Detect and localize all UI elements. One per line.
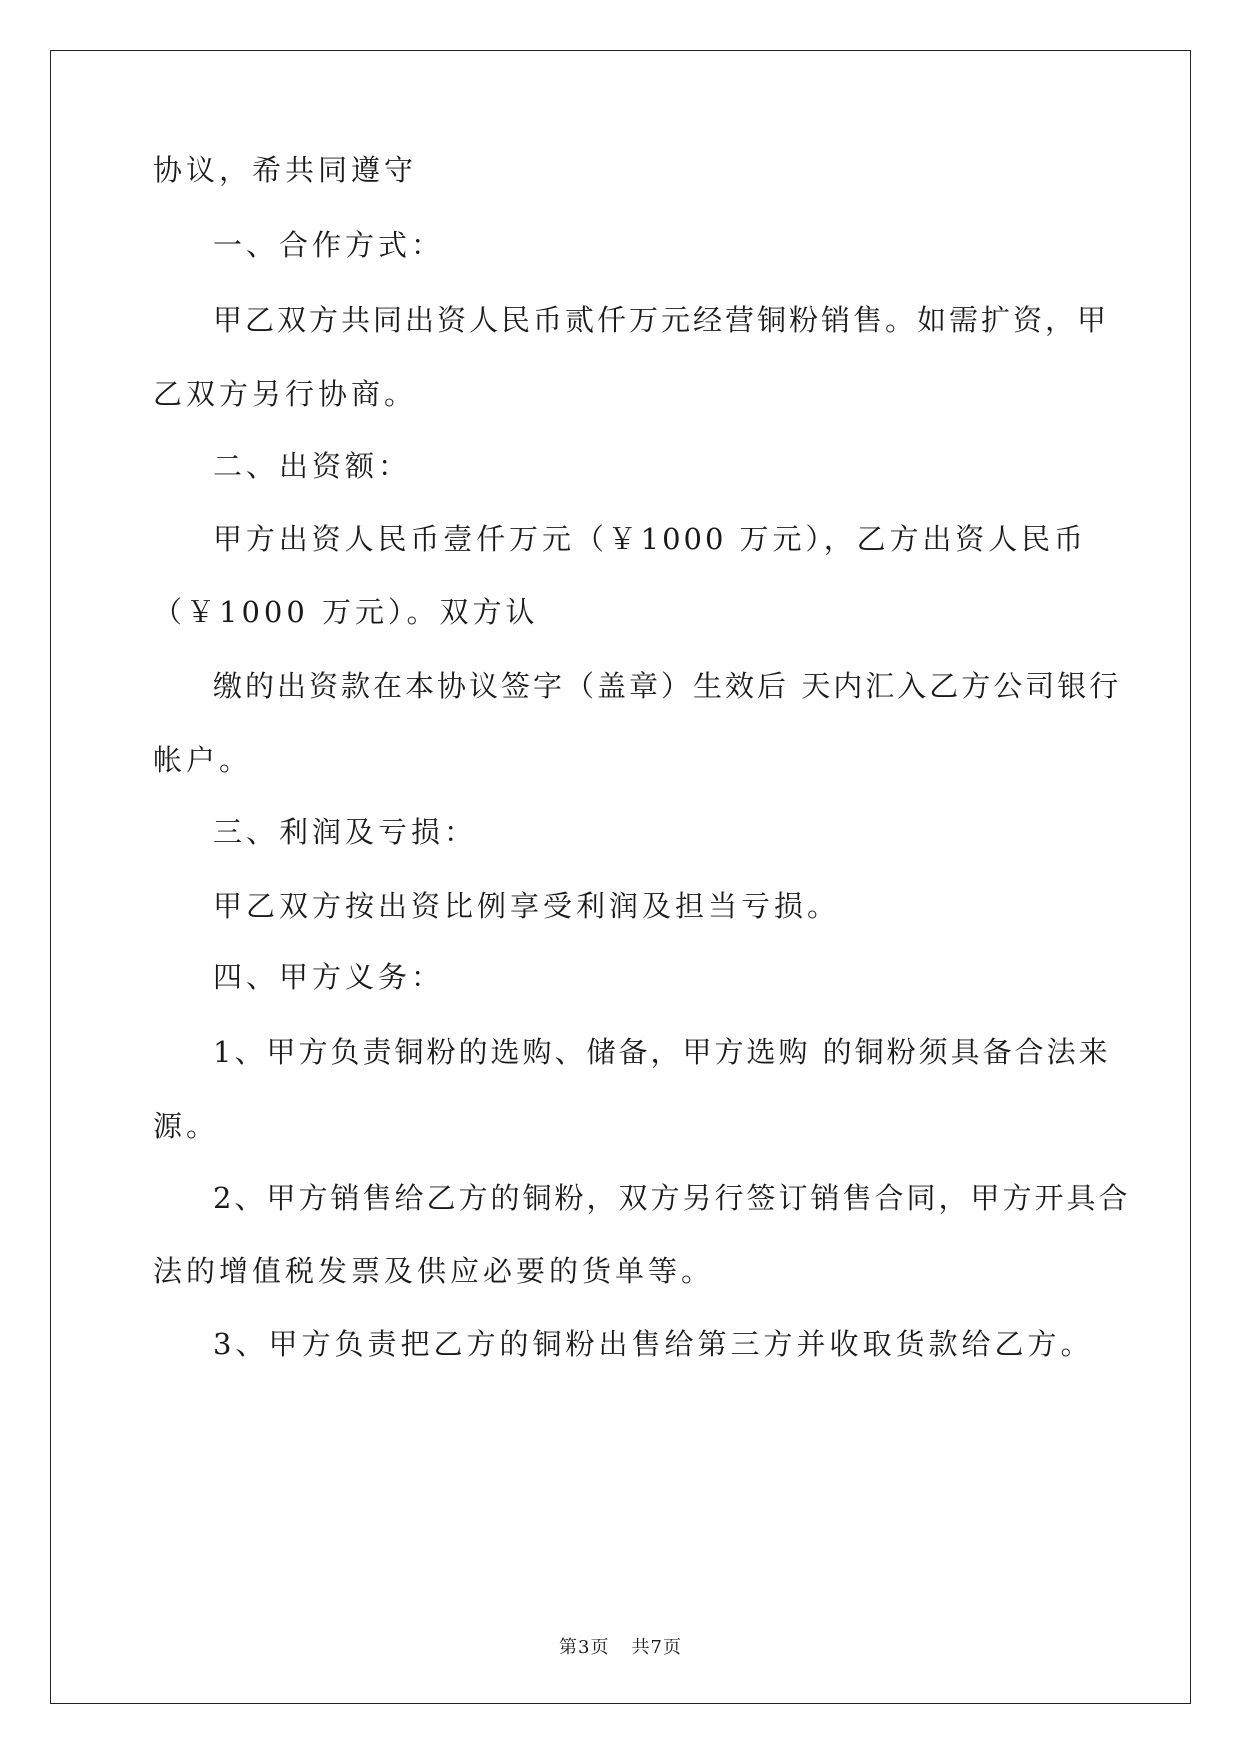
text-line: 甲乙双方共同出资人民币贰仟万元经营铜粉销售。如需扩资，甲 [213, 303, 1110, 337]
text-line: 乙双方另行协商。 [153, 377, 418, 411]
text-line: 法的增值税发票及供应必要的货单等。 [153, 1254, 715, 1288]
text-line: 帐户。 [153, 743, 253, 777]
text-line: 2、甲方销售给乙方的铜粉，双方另行签订销售合同，甲方开具合 [213, 1181, 1131, 1215]
section-heading: 二、出资额： [213, 449, 412, 483]
page-border [50, 50, 1191, 1704]
section-heading: 一、合作方式： [213, 228, 445, 262]
text-line: 1、甲方负责铜粉的选购、储备，甲方选购 的铜粉须具备合法来 [213, 1035, 1111, 1069]
text-line: 甲乙双方按出资比例享受利润及担当亏损。 [213, 889, 841, 923]
section-heading: 四、甲方义务： [213, 960, 445, 994]
text-line: 缴的出资款在本协议签字（盖章）生效后 天内汇入乙方公司银行 [213, 669, 1122, 703]
text-line: 协议，希共同遵守 [153, 153, 418, 187]
page-number: 第3页 [559, 1637, 610, 1658]
section-heading: 三、利润及亏损： [213, 815, 478, 849]
page-footer [0, 1636, 1241, 1660]
text-line: （￥1000 万元）。双方认 [153, 595, 539, 629]
page-total: 共7页 [631, 1637, 682, 1658]
text-line: 甲方出资人民币壹仟万元（￥1000 万元），乙方出资人民币 [213, 522, 1086, 556]
text-line: 3、甲方负责把乙方的铜粉出售给第三方并收取货款给乙方。 [213, 1327, 1094, 1361]
text-line: 源。 [153, 1109, 220, 1143]
